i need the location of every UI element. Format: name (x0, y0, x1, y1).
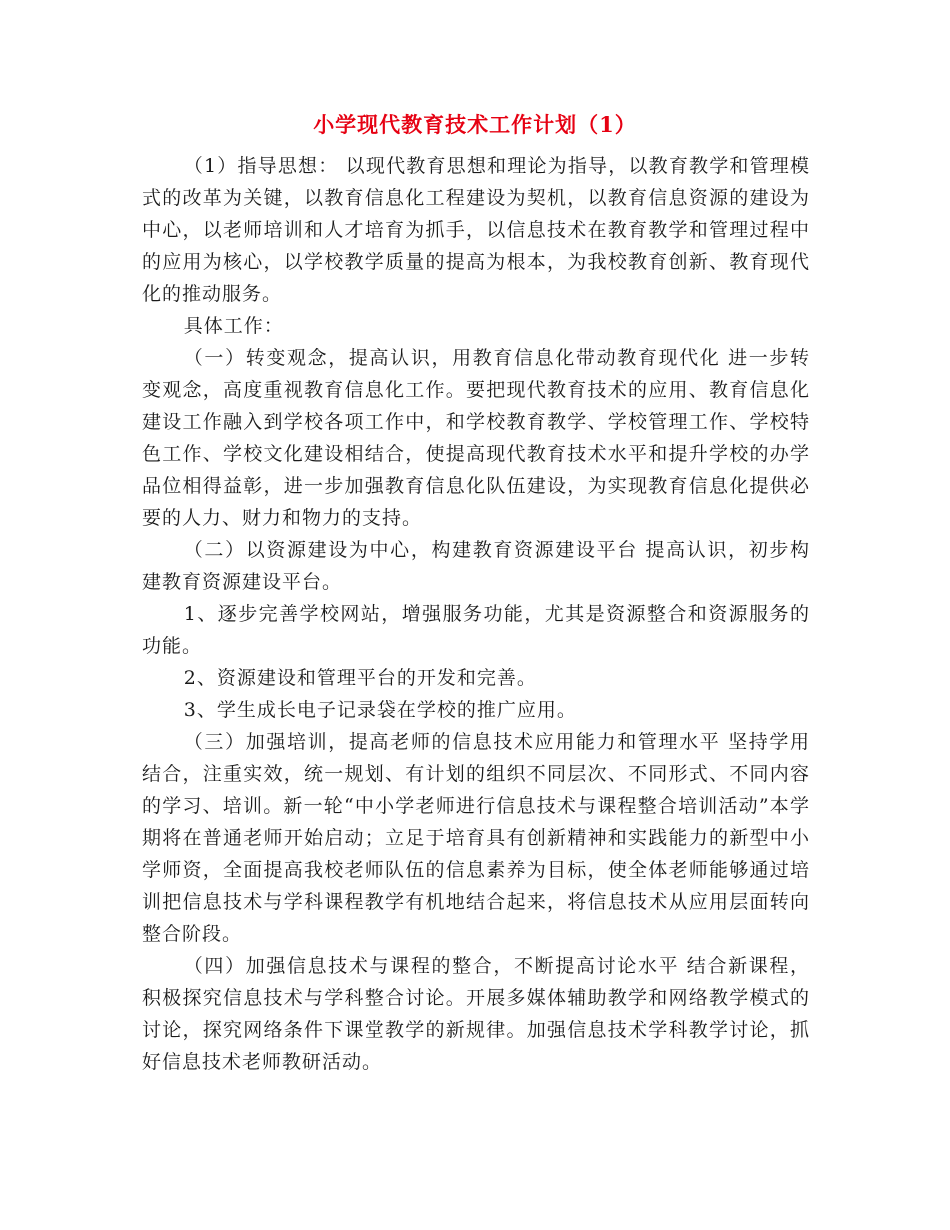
paragraph-specific-work-heading: 具体工作： (183, 315, 284, 337)
paragraph-item-3: 3、学生成长电子记录袋在学校的推广应用。 (183, 699, 577, 721)
paragraph-section-4: （四）加强信息技术与课程的整合，不断提高讨论水平 结合新课程，积极探究信息技术与学科整合讨论。开展多媒体辅助教学和网络教学模式的讨论，探究网络条件下课堂教学的新规律。加强信息技术学科教学讨论，抓好信息技术老师教研活动。 (142, 955, 810, 1073)
paragraph-section-2: （二）以资源建设为中心，构建教育资源建设平台 提高认识，初步构建教育资源建设平台。 (142, 539, 810, 593)
paragraph-section-1: （一）转变观念，提高认识，用教育信息化带动教育现代化 进一步转变观念，高度重视教育信息化工作。要把现代教育技术的应用、教育信息化建设工作融入到学校各项工作中，和学校教育教学、学校管理工作、学校特色工作、学校文化建设相结合，使提高现代教育技术水平和提升学校的办学品位相得益彰，进一步加强教育信息化队伍建设，为实现教育信息化提供必要的人力、财力和物力的支持。 (142, 347, 810, 529)
document-title: 小学现代教育技术工作计划（1） (313, 112, 637, 137)
paragraph-section-3: （三）加强培训，提高老师的信息技术应用能力和管理水平 坚持学用结合，注重实效，统一规划、有计划的组织不同层次、不同形式、不同内容的学习、培训。新一轮“中小学老师进行信息技术与课程整合培训活动”本学期将在普通老师开始启动；立足于培育具有创新精神和实践能力的新型中小学师资，全面提高我校老师队伍的信息素养为目标，使全体老师能够通过培训把信息技术与学科课程教学有机地结合起来，将信息技术从应用层面转向整合阶段。 (142, 731, 810, 945)
paragraph-item-2: 2、资源建设和管理平台的开发和完善。 (183, 667, 537, 689)
paragraph-guiding-thought: （1）指导思想： 以现代教育思想和理论为指导，以教育教学和管理模式的改革为关键，以教育信息化工程建设为契机，以教育信息资源的建设为中心，以老师培训和人才培育为抓手，以信息技术在教育教学和管理过程中的应用为核心，以学校教学质量的提高为根本，为我校教育创新、教育现代化的推动服务。 (142, 155, 810, 305)
paragraph-item-1: 1、逐步完善学校网站，增强服务功能，尤其是资源整合和资源服务的功能。 (142, 603, 810, 657)
document-body (142, 150, 810, 1078)
